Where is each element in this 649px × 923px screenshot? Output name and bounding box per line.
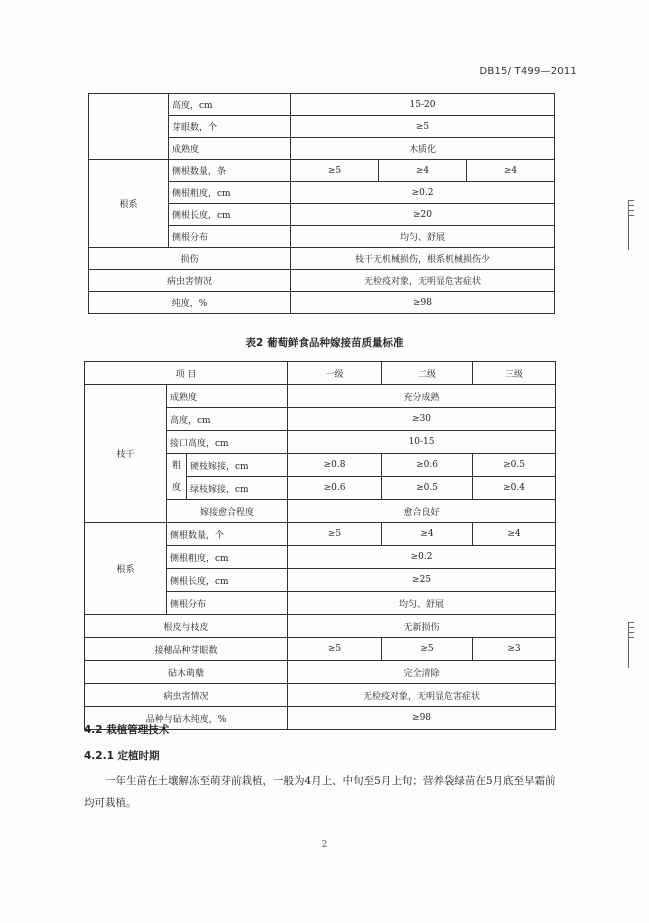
row-label: 损伤 bbox=[89, 248, 291, 270]
row-label: 硬枝嫁接，cm bbox=[187, 454, 288, 477]
grade-1-value: ≥0.8 bbox=[288, 454, 382, 477]
thickness-group-cell bbox=[167, 454, 187, 500]
table-row bbox=[85, 385, 556, 408]
row-label: 侧根分布 bbox=[167, 592, 288, 615]
row-label: 品种与砧木纯度，% bbox=[85, 707, 288, 730]
table-header-row bbox=[85, 362, 556, 385]
row-value: 枝干无机械损伤，根系机械损伤少 bbox=[291, 248, 555, 270]
grade-1-value: ≥5 bbox=[288, 523, 382, 546]
row-label: 高度，cm bbox=[169, 94, 291, 116]
binding-mark-upper bbox=[628, 200, 635, 250]
row-label: 高度，cm bbox=[167, 408, 288, 431]
row-value: 10-15 bbox=[288, 431, 556, 454]
grade-1-value: ≥5 bbox=[288, 638, 382, 661]
row-value: ≥98 bbox=[288, 707, 556, 730]
thickness-label-2: 度 bbox=[171, 482, 181, 493]
row-value: 15-20 bbox=[291, 94, 555, 116]
row-value: 完全清除 bbox=[288, 661, 556, 684]
table-row bbox=[85, 638, 556, 661]
row-value: 无检疫对象，无明显危害症状 bbox=[291, 270, 555, 292]
row-label: 侧根长度，cm bbox=[169, 204, 291, 226]
grade-3-value: ≥0.5 bbox=[473, 454, 556, 477]
grade-1-value: ≥5 bbox=[291, 160, 379, 182]
grade-3-value: ≥3 bbox=[473, 638, 556, 661]
row-value: ≥0.2 bbox=[291, 182, 555, 204]
row-value: 愈合良好 bbox=[288, 500, 556, 523]
table-row bbox=[85, 684, 556, 707]
row-label: 接口高度，cm bbox=[167, 431, 288, 454]
row-value: ≥30 bbox=[288, 408, 556, 431]
row-label: 侧根分布 bbox=[169, 226, 291, 248]
header-grade-3: 三级 bbox=[473, 362, 556, 385]
group-cell-stem: 枝干 bbox=[85, 385, 167, 523]
row-value: 无检疫对象，无明显危害症状 bbox=[288, 684, 556, 707]
table-row bbox=[89, 160, 555, 182]
section-4-2-heading: 4.2 栽植管理技术 bbox=[84, 724, 170, 736]
row-label: 侧根粗度，cm bbox=[169, 182, 291, 204]
row-label: 病虫害情况 bbox=[89, 270, 291, 292]
row-value: 木质化 bbox=[291, 138, 555, 160]
table-row bbox=[85, 615, 556, 638]
row-label: 侧根数量，条 bbox=[169, 160, 291, 182]
table-row bbox=[85, 523, 556, 546]
table-row bbox=[89, 292, 555, 314]
grade-1-value: ≥0.6 bbox=[288, 477, 382, 500]
row-label: 纯度，% bbox=[89, 292, 291, 314]
header-grade-1: 一级 bbox=[288, 362, 382, 385]
row-label: 成熟度 bbox=[169, 138, 291, 160]
grade-2-value: ≥4 bbox=[382, 523, 473, 546]
page-number: 2 bbox=[321, 840, 328, 850]
grade-3-value: ≥0.4 bbox=[473, 477, 556, 500]
standard-number: DB15/ T499—2011 bbox=[479, 66, 577, 77]
row-label: 病虫害情况 bbox=[85, 684, 288, 707]
grade-2-value: ≥5 bbox=[382, 638, 473, 661]
row-value: 均匀、舒展 bbox=[288, 592, 556, 615]
table-row bbox=[89, 248, 555, 270]
grade-2-value: ≥4 bbox=[379, 160, 467, 182]
row-value: ≥98 bbox=[291, 292, 555, 314]
grafted-seedling-table bbox=[84, 361, 556, 730]
grade-3-value: ≥4 bbox=[467, 160, 555, 182]
row-label: 绿枝嫁接，cm bbox=[187, 477, 288, 500]
table-row bbox=[89, 270, 555, 292]
row-label: 接穗品种芽眼数 bbox=[85, 638, 288, 661]
row-value: ≥20 bbox=[291, 204, 555, 226]
group-cell-root: 根系 bbox=[85, 523, 167, 615]
row-label: 嫁接愈合程度 bbox=[167, 500, 288, 523]
row-label: 侧根长度，cm bbox=[167, 569, 288, 592]
grade-2-value: ≥0.6 bbox=[382, 454, 473, 477]
group-cell-root: 根系 bbox=[89, 160, 169, 248]
nursery-stock-table-continued bbox=[88, 93, 555, 314]
row-value: 均匀、舒展 bbox=[291, 226, 555, 248]
row-value: ≥25 bbox=[288, 569, 556, 592]
row-value: ≥0.2 bbox=[288, 546, 556, 569]
grade-3-value: ≥4 bbox=[473, 523, 556, 546]
binding-mark-lower bbox=[628, 622, 635, 668]
section-4-2-1-heading: 4.2.1 定植时期 bbox=[84, 750, 160, 762]
table-2-title: 表2 葡萄鲜食品种嫁接苗质量标准 bbox=[245, 337, 404, 349]
row-label: 芽眼数，个 bbox=[169, 116, 291, 138]
row-label: 成熟度 bbox=[167, 385, 288, 408]
grade-2-value: ≥0.5 bbox=[382, 477, 473, 500]
row-label: 侧根粗度，cm bbox=[167, 546, 288, 569]
header-grade-2: 二级 bbox=[382, 362, 473, 385]
row-value: ≥5 bbox=[291, 116, 555, 138]
row-value: 充分成熟 bbox=[288, 385, 556, 408]
thickness-label-1: 粗 bbox=[171, 460, 181, 471]
row-label: 侧根数量，个 bbox=[167, 523, 288, 546]
row-value: 无新损伤 bbox=[288, 615, 556, 638]
header-item: 项 目 bbox=[85, 362, 288, 385]
group-cell-empty bbox=[89, 94, 169, 160]
row-label: 根皮与枝皮 bbox=[85, 615, 288, 638]
table-row bbox=[85, 661, 556, 684]
body-paragraph: 一年生苗在土壤解冻至萌芽前栽植，一般为4月上、中旬至5月上旬；营养袋绿苗在5月底至早霜前均可栽植。 bbox=[84, 775, 556, 809]
row-label: 砧木萌蘖 bbox=[85, 661, 288, 684]
table-row bbox=[89, 94, 555, 116]
